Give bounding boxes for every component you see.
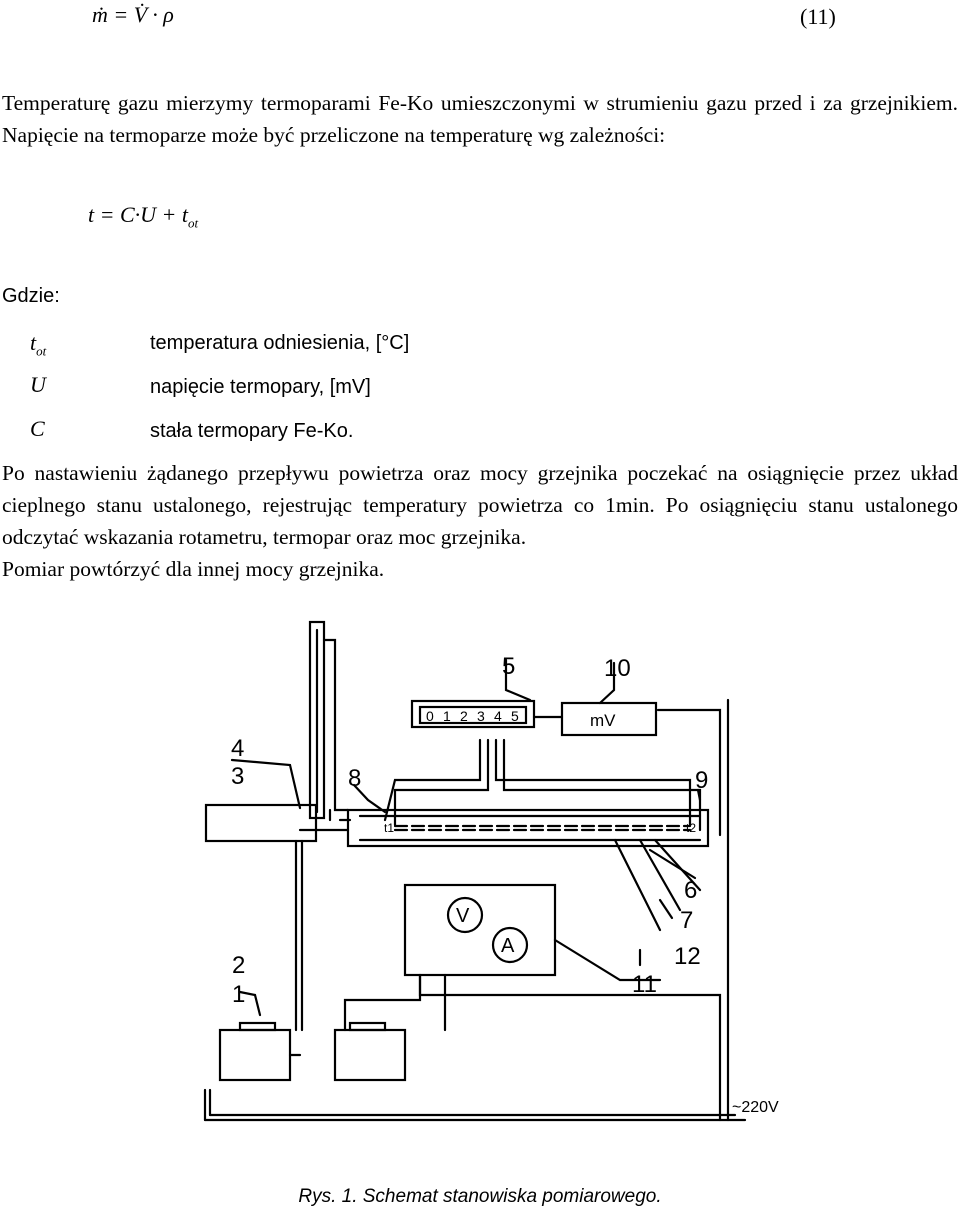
- switch-digit: 5: [511, 708, 519, 724]
- paragraph-thermocouples: Temperaturę gazu mierzymy termoparami Fe-Ko umieszczonymi w strumieniu gazu przed i za grzejnikiem. Napięcie na termoparze może być przeliczone na temperaturę wg zależności:: [2, 91, 958, 147]
- number-9: 9: [695, 767, 709, 794]
- where-label: Gdzie:: [2, 285, 60, 307]
- definition-symbol: U: [30, 372, 46, 397]
- number-4: 4: [231, 735, 245, 762]
- millivoltmeter-label: mV: [590, 711, 616, 730]
- switch-digit: 4: [494, 708, 502, 724]
- switch-digit: 3: [477, 708, 485, 724]
- figure-caption: Rys. 1. Schemat stanowiska pomiarowego.: [298, 1186, 662, 1207]
- number-7: 7: [680, 907, 694, 934]
- equation-temperature: $t = C\cdot U + t_{ot}$: [88, 202, 199, 231]
- number-8: 8: [348, 765, 362, 792]
- definition-symbol: C: [30, 416, 45, 441]
- number-6: 6: [684, 877, 698, 904]
- number-11: 11: [632, 971, 657, 998]
- voltmeter-label: V: [456, 905, 470, 927]
- equation-mass-flow: ṁ = V̇ · ρ: [92, 2, 174, 27]
- number-12: 12: [674, 943, 701, 970]
- meter-panel: [405, 885, 555, 975]
- equation-number: (11): [800, 4, 836, 29]
- fan-unit: [220, 1030, 290, 1080]
- ammeter-label: A: [501, 935, 515, 957]
- thermocouple-1-label: t1: [384, 821, 395, 835]
- number-5: 5: [502, 653, 516, 680]
- number-1: 1: [232, 981, 246, 1008]
- definition-symbol: $t_{ot}$: [30, 330, 47, 359]
- paragraph-last-line: Pomiar powtórzyć dla innej mocy grzejnika.: [2, 557, 385, 581]
- measurement-setup-schematic: [0, 600, 960, 1160]
- number-2: 2: [232, 952, 246, 979]
- definition-text: temperatura odniesienia, [°C]: [150, 332, 410, 354]
- flow-meter-box: [206, 805, 316, 841]
- supply-label: ~220V: [732, 1099, 779, 1116]
- transformer-unit: [335, 1030, 405, 1080]
- number-3: 3: [231, 763, 245, 790]
- switch-digit: 2: [460, 708, 468, 724]
- number-10: 10: [604, 655, 631, 682]
- switch-digit: 1: [443, 708, 451, 724]
- thermocouple-2-label: t2: [686, 821, 697, 835]
- definition-text: napięcie termopary, [mV]: [150, 376, 371, 398]
- paragraph-body: Po nastawieniu żądanego przepływu powietrza oraz mocy grzejnika poczekać na osiągnięcie przez układ cieplnego stanu ustalonego, rejestrując temperatury powietrza co 1min. Po osiągnięciu stanu ustalonego odczytać wskazania rotametru, termopar oraz moc grzejnika.: [2, 461, 958, 549]
- switch-digit: 0: [426, 708, 434, 724]
- paragraph-procedure: [2, 457, 958, 585]
- definition-text: stała termopary Fe-Ko.: [150, 420, 354, 442]
